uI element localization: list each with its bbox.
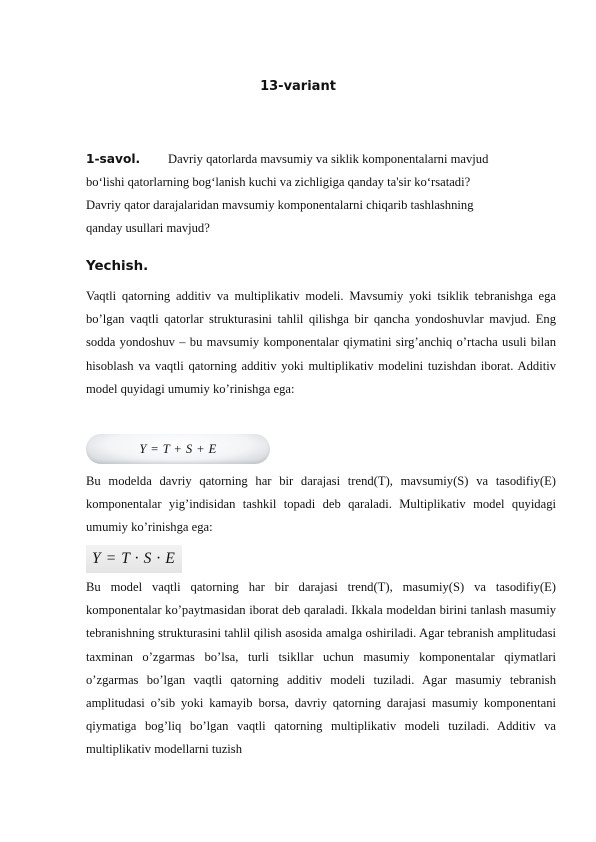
paragraph-models-intro: Vaqtli qatorning additiv va multiplikativ modeli. Mavsumiy yoki tsiklik tebranishga ega bo’lgan vaqtli qatorlar strukturasini tahlil qilishga bir qancha yondoshuvlar mavjud. Eng sodda yondoshuv – bu mavsumiy komponentalar qiymatini sirg’anchiq o’rtacha usuli bilan hisoblash va vaqtli qatorning additiv yoki multiplikativ modelini tuzishdan iborat. Additiv model quyidagi umumiy ko’rinishga ega: — [86, 289, 556, 396]
paragraph-multiplicative-explanation: Bu model vaqtli qatorning har bir darajasi trend(T), masumiy(S) va tasodifiy(E) komponentalar ko’paytmasidan iborat deb qaraladi. Ikkala modeldan birini tanlash masumiy tebranishning strukturasini tahlil qilish asosida amalga oshiriladi. Agar tebranish amplitudasi taxminan o’zgarmas bo’lsa, turli tsikllar uchun masumiy komponentalar qiymatlari o’zgarmas bo’lgan vaqtli qatorning additiv modeli tuziladi. Agar masumiy tebranish amplitudasi o’sib yoki kamayib borsa, davriy qatorning darajasi masumiy komponentani qiymatiga bog’liq bo’lgan vaqtli qatorning multiplikativ modeli tuziladi. Additiv va multiplikativ modellarni tuzish — [86, 580, 556, 757]
solution-heading: Yechish. — [86, 259, 149, 274]
paragraph-additive-explanation: Bu modelda davriy qatorning har bir darajasi trend(T), mavsumiy(S) va tasodifiy(E) komponentalar yig’indisidan tashkil topadi deb qaraladi. Multiplikativ model quyidagi umumiy ko’rinishga ega: — [86, 474, 556, 535]
question-text-line-1: Davriy qatorlarda mavsumiy va siklik komponentalarni mavjud — [168, 152, 489, 166]
question-line-4: qanday usullari mavjud? — [86, 221, 210, 235]
question-block — [86, 148, 556, 240]
question-line-1 — [86, 148, 556, 171]
question-label: 1-savol. — [86, 152, 141, 166]
question-line-3: Davriy qator darajalaridan mavsumiy komponentalarni chiqarib tashlashning — [86, 198, 474, 212]
multiplicative-formula: Y = T · S · E — [86, 545, 182, 573]
question-line-2: bo‘lishi qatorlarning bog‘lanish kuchi va zichligiga qanday ta'sir ko‘rsatadi? — [86, 175, 471, 189]
additive-formula: Y = T + S + E — [86, 434, 270, 464]
page-title: 13-variant — [260, 79, 336, 94]
